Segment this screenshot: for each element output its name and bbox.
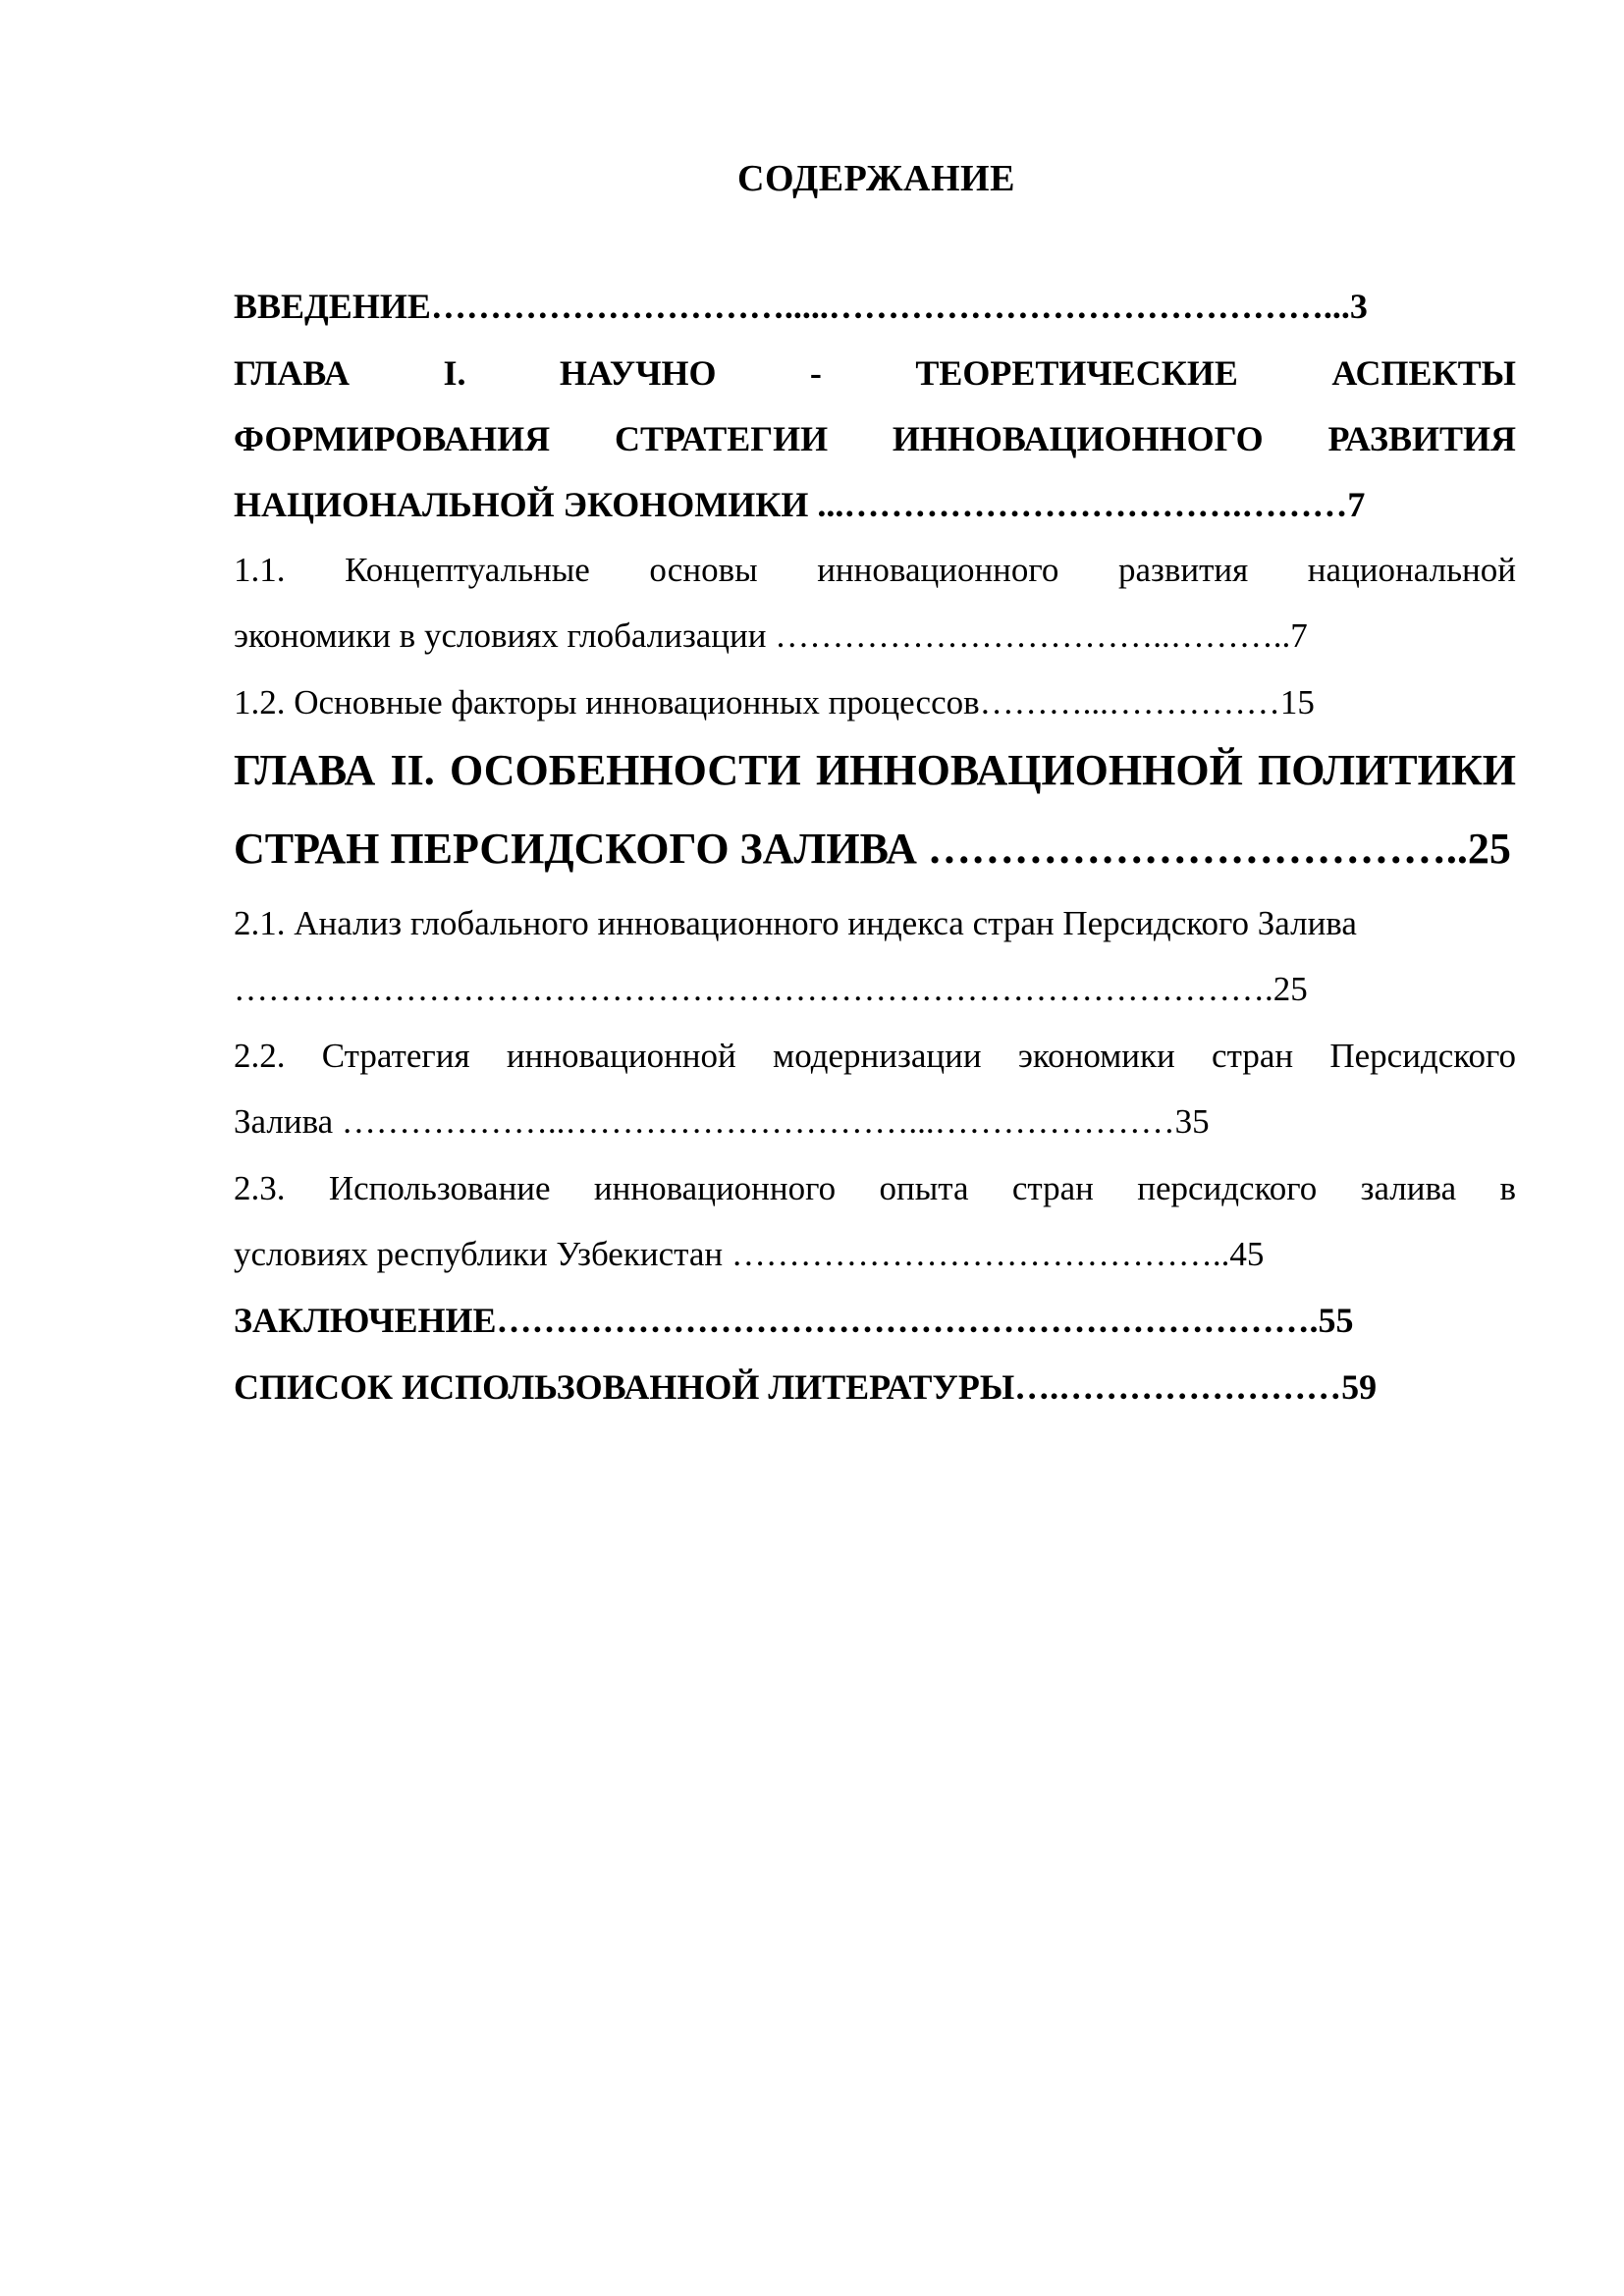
page-title: СОДЕРЖАНИЕ	[737, 158, 1015, 199]
toc-section-1-1-line2[interactable]: экономики в условиях глобализации ……………………………..………..7	[234, 616, 1308, 655]
toc-conclusion[interactable]: ЗАКЛЮЧЕНИЕ…………………………………………………………….55	[234, 1301, 1354, 1340]
toc-chapter2-line2[interactable]: СТРАН ПЕРСИДСКОГО ЗАЛИВА ………………………………..25	[234, 825, 1511, 873]
toc-section-2-3-line2[interactable]: условиях республики Узбекистан ……………………………………..45	[234, 1235, 1265, 1273]
toc-chapter1-line1[interactable]: ГЛАВА I. НАУЧНО - ТЕОРЕТИЧЕСКИЕ АСПЕКТЫ	[234, 353, 1516, 393]
toc-chapter1-line3[interactable]: НАЦИОНАЛЬНОЙ ЭКОНОМИКИ ...…………………………….………7	[234, 485, 1366, 524]
toc-section-2-2-line1[interactable]: 2.2. Стратегия инновационной модернизации экономики стран Персидского	[234, 1037, 1516, 1075]
toc-references[interactable]: СПИСОК ИСПОЛЬЗОВАННОЙ ЛИТЕРАТУРЫ….……………………59	[234, 1367, 1378, 1407]
toc-section-2-2-line2[interactable]: Залива ………………..…………………………...…………………35	[234, 1102, 1210, 1141]
toc-section-1-1-line1[interactable]: 1.1. Концептуальные основы инновационного развития национальной	[234, 551, 1516, 589]
toc-intro[interactable]: ВВЕДЕНИЕ………………………….....……………………………………...3	[234, 287, 1368, 326]
toc-section-1-2[interactable]: 1.2. Основные факторы инновационных процессов………...……………15	[234, 683, 1315, 721]
toc-section-2-3-line1[interactable]: 2.3. Использование инновационного опыта стран персидского залива в	[234, 1169, 1516, 1207]
toc-section-2-1-line2[interactable]: ……………………………………………………………………………….25	[234, 970, 1308, 1008]
toc-chapter1-line2[interactable]: ФОРМИРОВАНИЯ СТРАТЕГИИ ИННОВАЦИОННОГО РАЗВИТИЯ	[234, 419, 1516, 458]
toc-section-2-1-line1[interactable]: 2.1. Анализ глобального инновационного индекса стран Персидского Залива	[234, 904, 1357, 942]
toc-chapter2-line1[interactable]: ГЛАВА II. ОСОБЕННОСТИ ИННОВАЦИОННОЙ ПОЛИТИКИ	[234, 746, 1516, 794]
